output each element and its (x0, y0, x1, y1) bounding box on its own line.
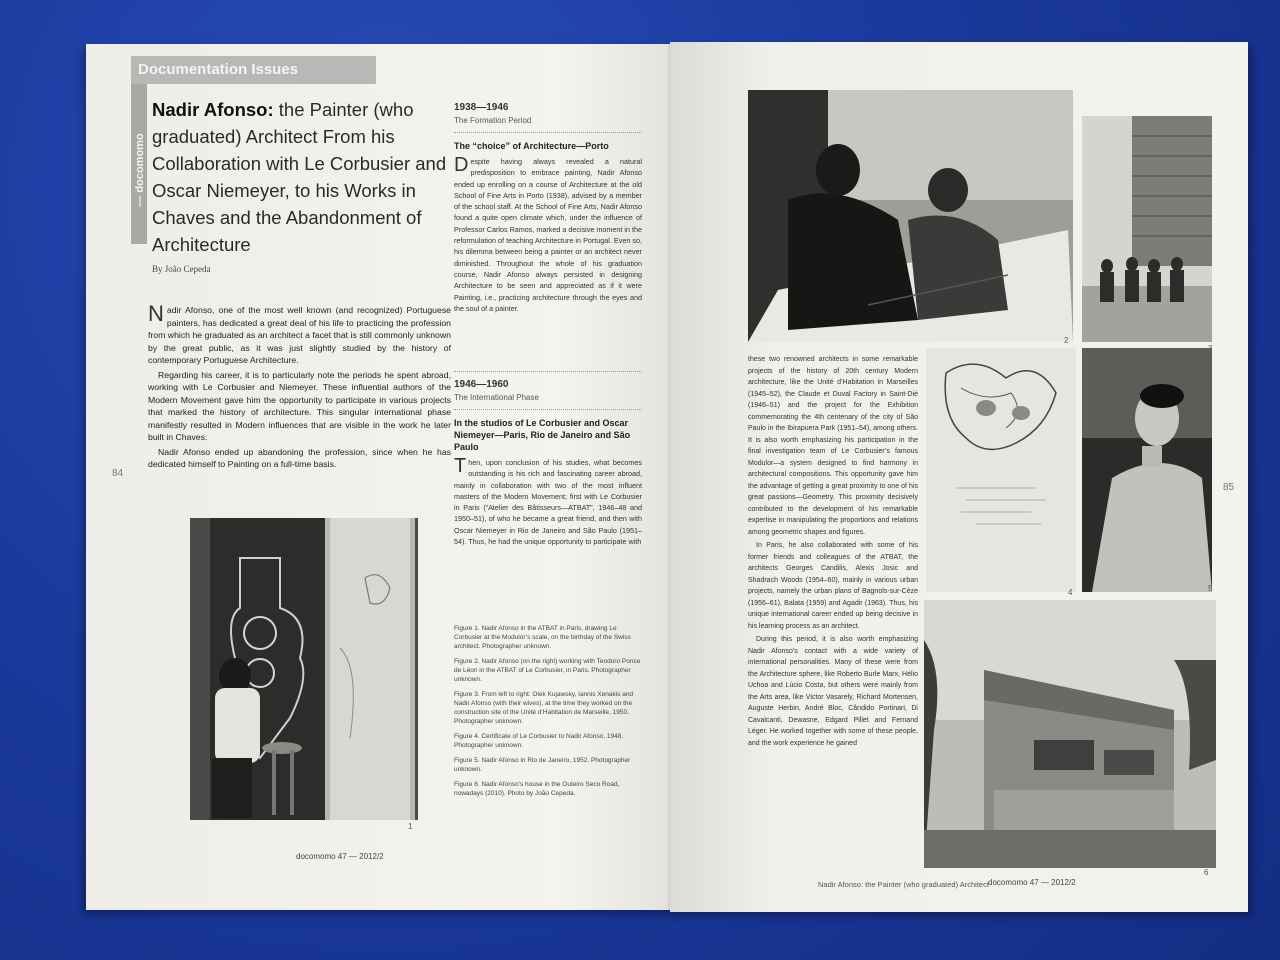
photo-6-image (924, 600, 1216, 868)
figure-number: 6 (1204, 868, 1209, 877)
section-body: Then, upon conclusion of his studies, what becomes outstanding is his rich and fascinating career abroad, mainly in collaboration with two of the most influent masters of the Modern Movement; first with Le Corbusier in Paris (“Atelier des Bâtisseurs—ATBAT”, 1946–48 and 1950–51), of who he became a great friend, and then with Oscar Niemeyer in Rio de Janeiro and São Paulo (1951–54). Thus, he had the unique opportunity to participate with (454, 455, 642, 547)
intro-paragraph: Nadir Afonso ended up abandoning the profession, since when he has dedicated himself to Painting on a full-time basis. (148, 446, 451, 469)
section-label: Documentation Issues (138, 61, 299, 78)
photo-figure-2 (748, 90, 1073, 342)
figure-number: 5 (1208, 584, 1213, 593)
section-heading: The “choice” of Architecture—Porto (454, 141, 609, 151)
photo-3-image (1082, 116, 1212, 342)
caption: Figure 1. Nadir Afonso in the ATBAT in Paris, drawing Le Corbusier at the Modulor’s scale, on the birthday of the Swiss architect. Photographer unknown. (454, 625, 631, 650)
page-number: 84 (112, 468, 124, 479)
photo-figure-5 (1082, 348, 1212, 592)
section-body: Despite having always revealed a natural predisposition to embrace painting, Nadir Afonso ended up enrolling on a course of Architecture at the old School of Fine Arts in Porto (1938), advised by a member of the school staff. At the School of Fine Arts, Nadir Afonso found a quite open climate which, under the influence of Professor Carlos Ramos, marked a decisive moment in the reformulation of teaching Architecture in Portugal. Even so, his dilemma between being a painter or an architect never diminished. Throughout the whole of his graduation course, Nadir Afonso always persisted in designing Architecture to be seen and appreciated as if it were Painting, i.e., practicing architecture through the eyes and the soul of a painter. (454, 154, 642, 313)
intro-paragraph: Nadir Afonso, one of the most well known (and recognized) Portuguese painters, has dedicated a great deal of his life to practicing the profession from which he graduated as an architect a facet that is still commonly unknown by the great public, as it was just slightly studied by the history of contemporary Portuguese Architecture. (148, 301, 451, 365)
period-subtitle: The International Phase (454, 393, 539, 402)
left-footer: docomomo 47 — 2012/2 (296, 852, 384, 861)
drop-cap: N (148, 301, 164, 326)
figure-number: 4 (1068, 588, 1073, 597)
photo-1-image (190, 518, 418, 820)
photo-5-image (1082, 348, 1212, 592)
period-subtitle: The Formation Period (454, 116, 532, 125)
caption: Figure 3. From left to right: Olek Kujawsky, Iannis Xenakis and Nadir Afonso (with their wives), at the time they worked on the construction site of the Unité d’Habitation de Marseille, 1950. Photographer unknown. (454, 691, 634, 725)
byline: By João Cepeda (152, 264, 211, 274)
caption: Figure 4. Certificate of Le Corbusier to Nadir Afonso, 1948. Photographer unknown. (454, 733, 624, 749)
figure-number: 2 (1064, 336, 1069, 345)
divider (454, 132, 642, 133)
caption: Figure 5. Nadir Afonso in Rio de Janeiro, 1952. Photographer unknown. (454, 757, 631, 773)
body-paragraph: In Paris, he also collaborated with some of his former friends and colleagues of the ATBAT, the architects Georges Candilis, Alexis Josic and Shadrach Woods (1954–60), mainly in various urban projects, namely the urban plans of Bagnols-sur-Cèze (1956–61), Balata (1959) and Agadir (1963). Thus, his unique international career ended up being decisive in his learning process as an architect. (748, 542, 918, 630)
right-page (670, 42, 1248, 912)
figure-number: 1 (408, 822, 413, 831)
caption: Figure 6. Nadir Afonso’s house in the Outeiro Seco Road, nowadays (2010). Photo by João Cepeda. (454, 781, 620, 797)
photo-figure-1 (190, 518, 418, 820)
body-paragraph: these two renowned architects in some remarkable projects of the history of 20th century Modern architecture, like the Unité d’Habitation in Marseilles (1945–52), the Claude et Duval Factory in Saint-Dié (1946–51) and the project for the Exhibition commemorating the 4th centenary of the city of São Paulo in the Ibirapuera Park (1951–54), among others. It is also worth emphasizing his participation in the final investigation team of Le Corbusier’s famous Modulor—a system designed to find harmony in architectural compositions. This opportunity gave him the advantage of getting a great proximity to one of his great passions—Geometry. This proximity decisively contributed to the development of his remarkable expertise in manipulating the proportions and relations among geometric shapes and figures. (748, 356, 918, 536)
title-bold: Nadir Afonso: (152, 99, 274, 120)
article-title (152, 96, 452, 258)
right-body-text (748, 354, 918, 749)
photo-figure-3 (1082, 116, 1212, 342)
column-international (454, 364, 642, 547)
intro-text (148, 301, 451, 473)
body-paragraph: During this period, it is also worth emphasizing Nadir Afonso’s contact with a wide variety of international personalities. Many of these were from the Architecture sphere, like Roberto Burle Marx, Hélio Uchoa and Lúcio Costa, but others were mainly from the Arts area, like Victor Vasarely, Richard Mortensen, Auguste Herbin, André Bloc, Cândido Portinari, Di Cavalcanti, Dewasne, Edgard Pillet and Fernand Léger. He worked together with some of these people, and the work experience he gained (748, 636, 918, 747)
photo-figure-4 (926, 348, 1076, 592)
drop-cap: D (454, 154, 469, 176)
photo-figure-6 (924, 600, 1216, 868)
title-rest: the Painter (who graduated) Architect From his Collaboration with Le Corbusier and Oscar Niemeyer, to his Works in Chaves and the Abandonment of Architecture (152, 99, 447, 255)
drop-cap: T (454, 455, 467, 477)
photo-4-image (926, 348, 1076, 592)
figure-captions (454, 624, 644, 804)
period-year: 1946—1960 (454, 379, 509, 390)
side-label: — docomomo (134, 133, 146, 207)
right-footer-title: Nadir Afonso: the Painter (who graduated) Architect (818, 880, 989, 889)
intro-paragraph: Regarding his career, it is to particularly note the periods he spent abroad, working with Le Corbusier and Niemeyer. These influential authors of the Modern Movement gave him the opportunity to participate in various projects that marked the history of architecture. This singular international phase manifestly resulted in Modern influences that are visible in the work he later built in Chaves. (148, 369, 451, 442)
caption: Figure 2. Nadir Afonso (on the right) working with Teodoro Ponce de Léon in the ATBAT of Le Corbusier, in Paris. Photographer unknown. (454, 658, 641, 683)
right-footer: docomomo 47 — 2012/2 (988, 878, 1076, 887)
photo-2-image (748, 90, 1073, 342)
page-number: 85 (1223, 482, 1235, 493)
section-heading: In the studios of Le Corbusier and Oscar Niemeyer—Paris, Rio de Janeiro and São Paulo (454, 418, 631, 452)
divider (454, 409, 642, 410)
left-page (86, 44, 678, 910)
column-formation (454, 102, 642, 314)
period-year: 1938—1946 (454, 102, 509, 113)
divider (454, 371, 642, 372)
